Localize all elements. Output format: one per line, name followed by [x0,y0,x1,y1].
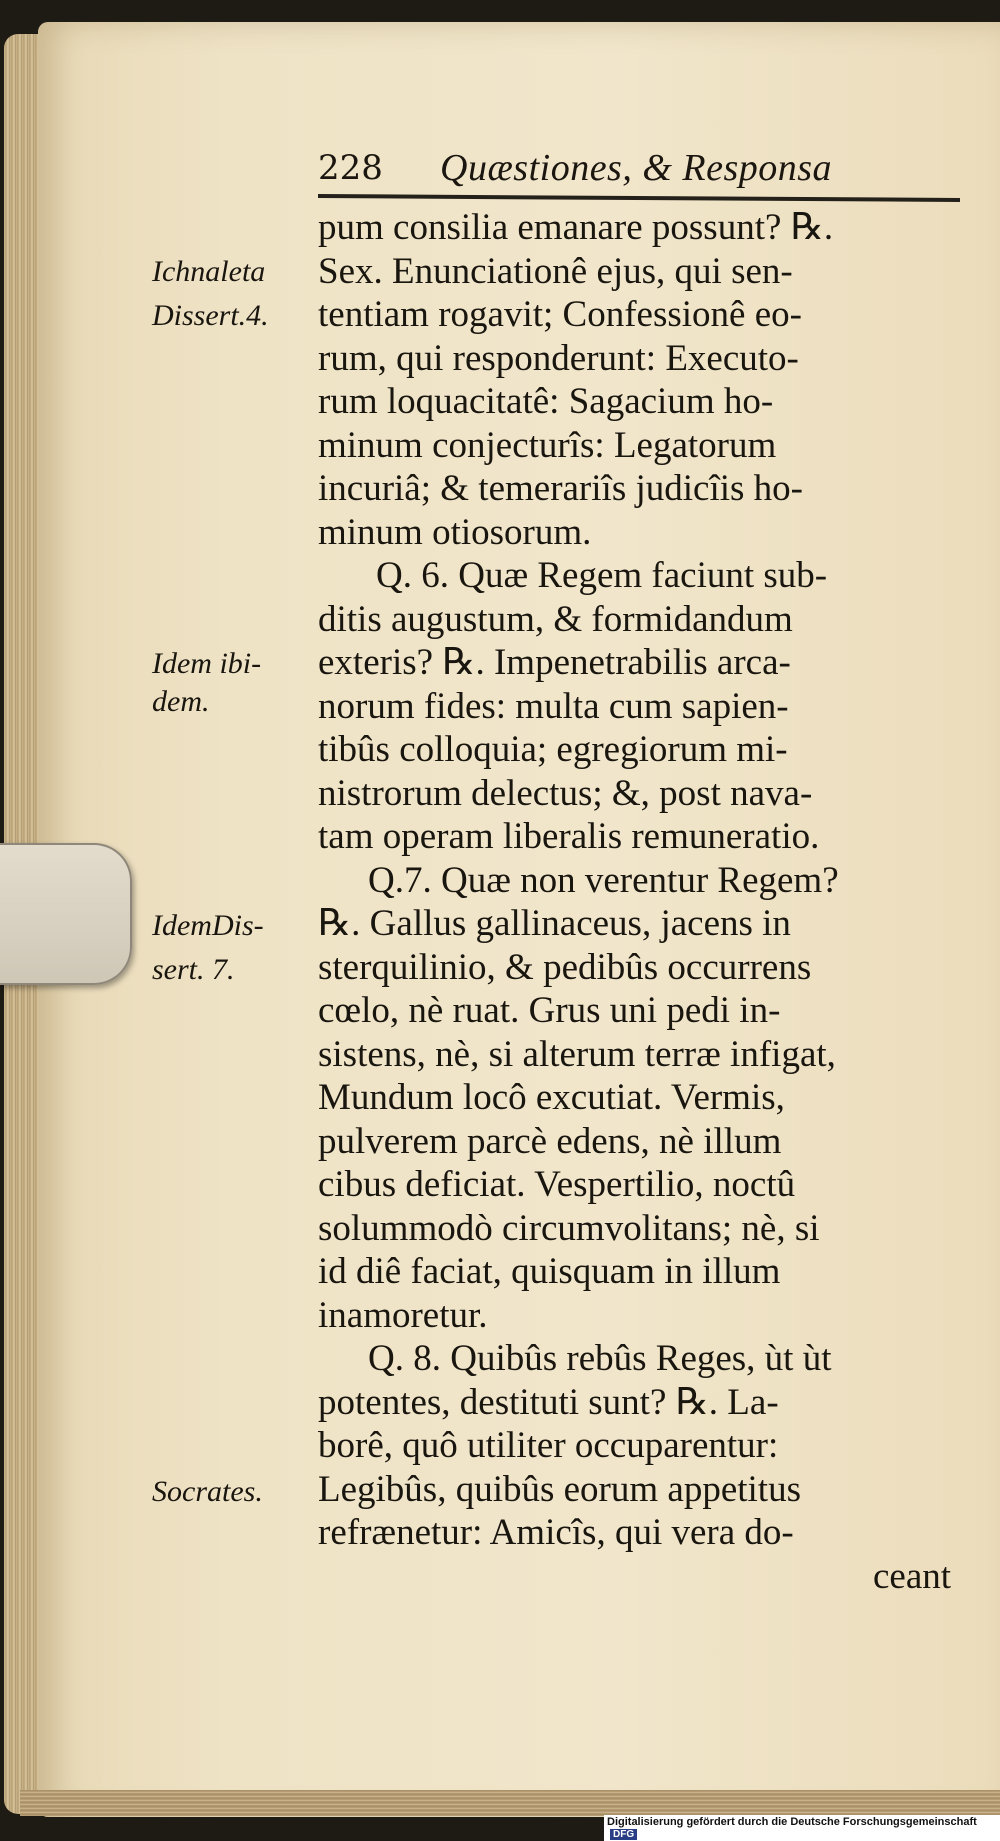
text-line: cœlo, nè ruat. Grus uni pedi in- [318,990,781,1031]
text-line: rum loquacitatê: Sagacium ho- [318,381,774,422]
text-line: pulverem parcè edens, nè illum [318,1120,782,1162]
text-line: inamoretur. [318,1294,488,1336]
body-text [318,206,968,1598]
running-title: Quæstiones, & Responsa [440,147,833,189]
text-line: ℞. Gallus gallinaceus, jacens in [318,903,791,944]
margin-note: IdemDis- [152,909,264,942]
text-line: Q. 6. Quæ Regem faciunt sub- [376,555,828,596]
text-line: pum consilia emanare possunt? ℞. [318,207,834,248]
credit-text: Digitalisierung gefördert durch die Deutsche Forschungsgemeinschaft [607,1816,977,1828]
text-line: solummodò circumvolitans; nè, si [318,1207,820,1249]
margin-note: Ichnaleta [152,255,266,288]
margin-note: Dissert.4. [152,299,269,332]
text-line: ditis augustum, & formidandum [318,598,793,640]
digitization-credit [604,1815,1000,1841]
text-line: Mundum locô excutiat. Vermis, [318,1077,785,1118]
text-line: Legibûs, quibûs eorum appetitus [318,1468,801,1510]
text-line: potentes, destituti sunt? ℞. La- [318,1381,779,1423]
dfg-logo: DFG [610,1829,637,1840]
text-line: id diê faciat, quisquam in illum [318,1251,781,1292]
text-line: tibûs colloquia; egregiorum mi- [318,729,788,770]
text-line: Sex. Enunciationê ejus, qui sen- [318,250,793,292]
text-line: exteris? ℞. Impenetrabilis arca- [318,642,791,683]
text-line: minum conjecturîs: Legatorum [318,424,777,466]
text-line: nistrorum delectus; &, post nava- [318,772,813,814]
page-header [318,140,958,202]
page-number: 228 [318,148,383,188]
text-line: Q. 8. Quibûs rebûs Reges, ùt ùt [368,1338,832,1379]
text-line: sterquilinio, & pedibûs occurrens [318,946,812,988]
text-line: rum, qui responderunt: Executo- [318,337,799,379]
margin-note: Socrates. [152,1475,263,1508]
margin-note: dem. [152,685,210,718]
text-line: Q.7. Quæ non verentur Regem? [368,859,839,901]
text-line: refrænetur: Amicîs, qui vera do- [318,1512,794,1553]
margin-note: Idem ibi- [152,647,262,680]
text-line: norum fides: multa cum sapien- [318,685,789,727]
text-line: sistens, nè, si alterum terræ infigat, [318,1033,836,1075]
text-line: ceant [873,1555,952,1597]
text-line: tam operam liberalis remuneratio. [318,816,820,857]
text-line: cibus deficiat. Vespertilio, noctû [318,1164,796,1205]
text-line: minum otiosorum. [318,511,592,553]
margin-note: sert. 7. [152,953,235,986]
page-bottom-edge [20,1790,1000,1816]
bookmark-tab [0,843,132,985]
text-line: borê, quô utiliter occuparentur: [318,1425,779,1466]
text-line: incuriâ; & temerariîs judicîis ho- [318,468,803,509]
text-line: tentiam rogavit; Confessionê eo- [318,294,802,335]
